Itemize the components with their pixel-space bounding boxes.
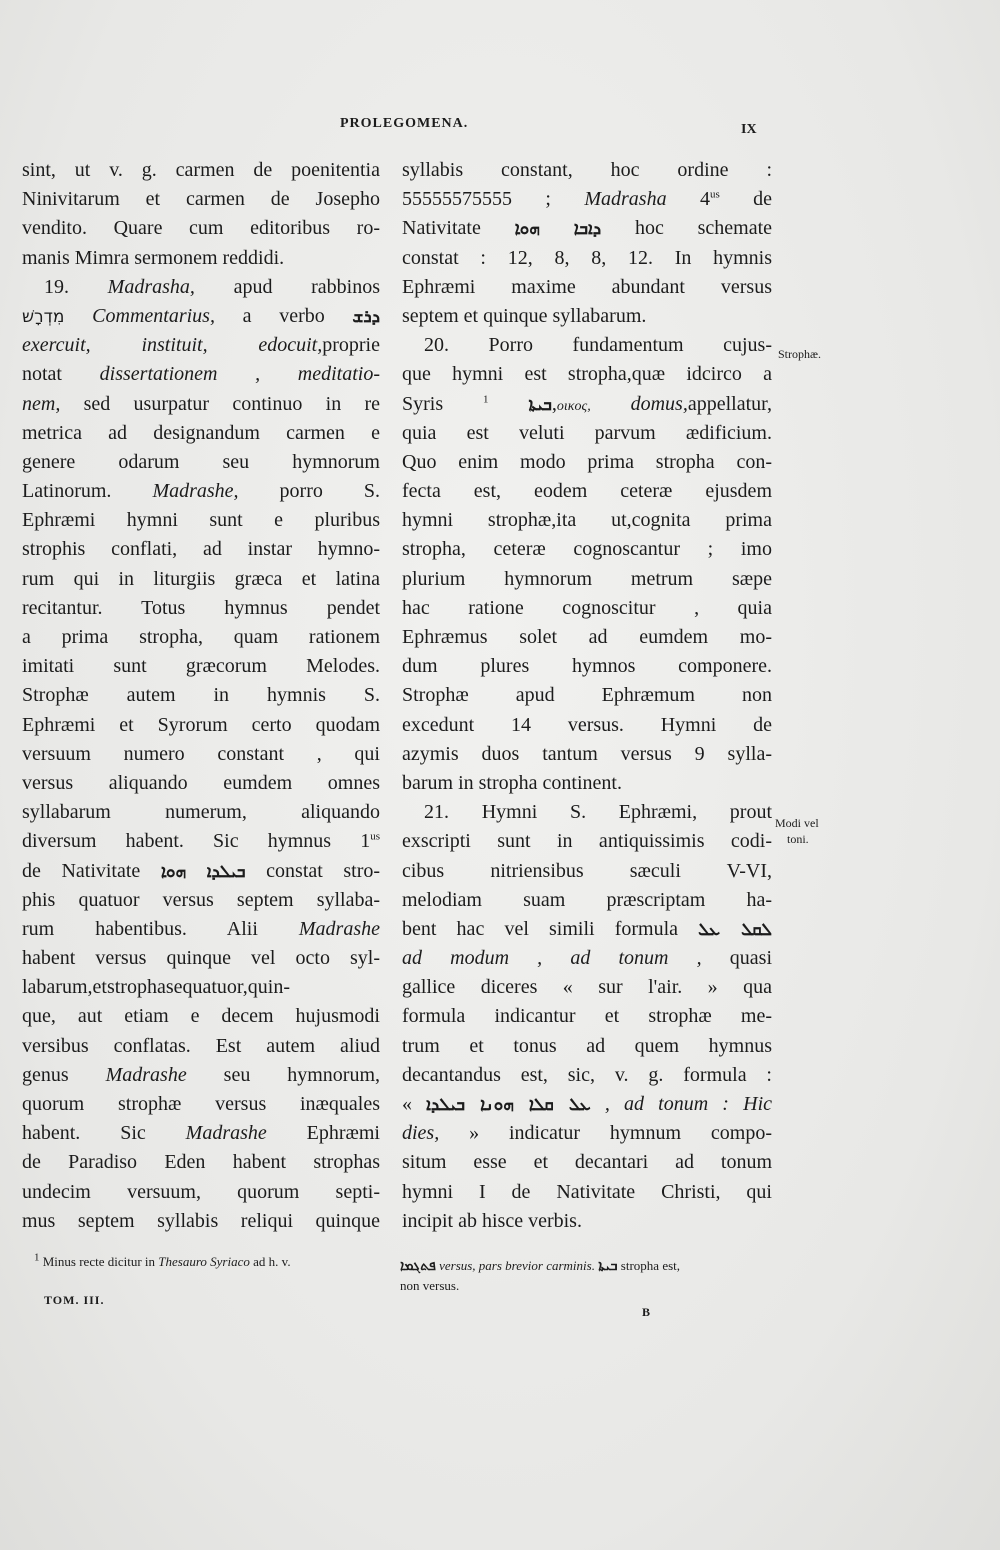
- section-number: 21.: [424, 801, 449, 824]
- text-line: recitantur. Totus hymnus pendet: [22, 596, 380, 619]
- text-line: syllabis constant, hoc ordine :: [402, 159, 772, 181]
- text-line: decantandus est, sic, v. g. formula :: [402, 1063, 772, 1086]
- text-line: hymni I de Nativitate Christi, qui: [402, 1180, 772, 1203]
- section-number: 20.: [424, 334, 449, 357]
- text-line: de Paradiso Eden habent strophas: [22, 1151, 380, 1174]
- text-line: 55555575555 ; Madrasha $4^{us}$ de: [402, 188, 773, 211]
- text-line: Nativitate ܕܐܒܐ ܗܘܐ hoc schemate: [402, 217, 773, 240]
- greek-word: οικος,: [556, 398, 591, 414]
- syriac-word: ܒܝܬܐ: [598, 1258, 618, 1274]
- text-line: quia est veluti parvum ædificium.: [402, 421, 772, 444]
- syriac-word: ܕܪܫ: [352, 306, 381, 327]
- running-title: PROLEGOMENA.: [340, 116, 469, 131]
- text-line: que, aut etiam e decem hujusmodi: [22, 1005, 380, 1028]
- text-line: septem et quinque syllabarum.: [402, 304, 647, 327]
- text-line: metrica ad designandum carmen e: [22, 421, 380, 444]
- text-line: plurium hymnorum metrum sæpe: [402, 567, 772, 590]
- text-line: labarum,etstrophasequatuor,quin-: [22, 976, 291, 999]
- text-line: fecta est, eodem ceteræ ejusdem: [402, 480, 772, 503]
- text-line: que hymni est stropha,quæ idcirco a: [402, 363, 772, 386]
- text-line: manis Mimra sermonem reddidi.: [22, 246, 285, 269]
- text-line: strophis conflati, ad instar hymno-: [22, 538, 380, 561]
- text-line: Ephræmus solet ad eumdem mo-: [402, 626, 772, 648]
- text-line: sint, ut v. g. carmen de poenitentia: [22, 159, 380, 181]
- section-21-start: 21. Hymni S. Ephræmi, prout: [424, 801, 773, 824]
- text-line: stropha, ceteræ cognoscantur ; imo: [402, 538, 772, 561]
- text-line: excedunt 14 versus. Hymni de: [402, 713, 772, 736]
- text-line: genus Madrashe seu hymnorum,: [22, 1063, 381, 1086]
- syriac-word: ܗܘܐ: [514, 219, 540, 240]
- text-line: phis quatuor versus septem syllaba-: [22, 888, 380, 911]
- text-line: rum habentibus. Alii Madrashe: [22, 917, 380, 940]
- text-line: versus aliquando eumdem omnes: [22, 771, 380, 794]
- text-line: Latinorum. Madrashe, porro S.: [22, 480, 380, 503]
- text-line: dies, » indicatur hymnum compo-: [402, 1122, 772, 1145]
- signature-mark: B: [642, 1305, 651, 1319]
- text-line: Strophæ apud Ephræmum non: [402, 684, 772, 707]
- text-line: bent hac vel simili formula ܠܩܠ ܥܠ: [402, 917, 773, 940]
- syriac-word: ܠܩܠ ܥܠ: [698, 919, 773, 940]
- text-line: Strophæ autem in hymnis S.: [22, 684, 380, 707]
- text-line: habent. Sic Madrashe Ephræmi: [22, 1122, 380, 1145]
- syriac-word: ܕܐܒܐ: [573, 219, 602, 240]
- text-line: Ephræmi hymni sunt e pluribus: [22, 509, 380, 532]
- text-line: Quo enim modo prima stropha con-: [402, 450, 772, 473]
- footnote-left: $^1$ Minus recte dicitur in Thesauro Syriaco ad h. v.: [34, 1251, 291, 1269]
- syriac-word: ܥܠ ܩܠܐ ܗܘܢܐ ܒܝܠܕܐ: [426, 1095, 591, 1115]
- right-column: [402, 156, 772, 1236]
- text-line: constat : 12, 8, 8, 12. In hymnis: [402, 246, 772, 269]
- text-line: mus septem syllabis reliqui quinque: [22, 1209, 380, 1232]
- text-line: « ܥܠ ܩܠܐ ܗܘܢܐ ܒܝܠܕܐ , ad tonum : Hic: [402, 1093, 772, 1115]
- text-line: Ephræmi et Syrorum certo quodam: [22, 713, 380, 736]
- text-line: habent versus quinque vel octo syl-: [22, 947, 380, 970]
- text-line: rum qui in liturgiis græca et latina: [22, 567, 380, 590]
- text-line: מִדְרָשׁ Commentarius, a verbo ܕܪܫ: [22, 304, 381, 327]
- text-line: vendito. Quare cum editoribus ro-: [22, 217, 380, 240]
- text-line: melodiam suam præscriptam ha-: [402, 888, 772, 911]
- text-line: syllabarum numerum, aliquando: [22, 801, 380, 824]
- text-line: quorum strophæ versus inæquales: [22, 1093, 380, 1115]
- volume-mark: TOM. III.: [44, 1293, 105, 1307]
- text-line: cibus nitriensibus sæculi V-VI,: [402, 859, 772, 882]
- text-line: de Nativitate ܒܝܠܕܐ ܗܘܐ constat stro-: [22, 859, 381, 882]
- text-line: barum in stropha continent.: [402, 771, 622, 794]
- syriac-word: ܗܘܐ: [160, 861, 187, 882]
- page-header: [0, 116, 1000, 140]
- text-line: situm esse et decantari ad tonum: [402, 1151, 772, 1174]
- section-number: 19.: [44, 275, 69, 298]
- text-line: diversum habent. Sic hymnus $1^{us}$: [22, 830, 380, 853]
- text-line: notat dissertationem , meditatio-: [22, 363, 380, 386]
- text-line: azymis duos tantum versus 9 sylla-: [402, 742, 772, 765]
- page-number: IX: [741, 122, 757, 137]
- text-line: dum plures hymnos componere.: [402, 655, 772, 678]
- text-line: Ephræmi maxime abundant versus: [402, 275, 772, 298]
- text-line: hymni strophæ,ita ut,cognita prima: [402, 509, 772, 532]
- margin-note-strophae: Strophæ.: [778, 347, 822, 361]
- text-line: exercuit, instituit, edocuit,proprie: [22, 334, 380, 357]
- section-19-start: 19. Madrasha, apud rabbinos: [44, 275, 380, 298]
- text-line: imitati sunt græcorum Melodes.: [22, 655, 380, 678]
- text-line: incipit ab hisce verbis.: [402, 1209, 582, 1232]
- text-line: exscripti sunt in antiquissimis codi-: [402, 830, 772, 853]
- footnote-right: ܦܬܓܡܐ versus, pars brevior carminis. ܒܝܬܐ stropha est, non versus.: [400, 1258, 681, 1293]
- text-line: genere odarum seu hymnorum: [22, 450, 380, 473]
- text-line: a prima stropha, quam rationem: [22, 626, 380, 648]
- text-line: versuum numero constant , qui: [22, 742, 380, 765]
- text-line: ad modum , ad tonum , quasi: [402, 947, 773, 970]
- hebrew-word: מִדְרָשׁ: [22, 306, 65, 327]
- text-line: hac ratione cognoscitur , quia: [402, 596, 772, 619]
- section-20-start: 20. Porro fundamentum cujus-: [424, 334, 772, 357]
- text-line: trum et tonus ad quem hymnus: [402, 1034, 772, 1057]
- syriac-word: ܒܝܠܕܐ: [206, 861, 246, 882]
- syriac-word: ܒܝܬܐ: [528, 394, 552, 415]
- margin-note-modi: Modi vel toni.: [775, 816, 819, 846]
- text-line: versibus conflatas. Est autem aliud: [22, 1034, 380, 1057]
- text-line: nem, sed usurpatur continuo in re: [22, 392, 381, 415]
- text-line: undecim versuum, quorum septi-: [22, 1180, 380, 1203]
- syriac-word: ܦܬܓܡܐ: [400, 1258, 436, 1274]
- footnote-ref: 1: [483, 392, 489, 405]
- text-line: formula indicantur et strophæ me-: [402, 1005, 772, 1028]
- text-line: gallice diceres « sur l'air. » qua: [402, 976, 772, 999]
- text-line: Syris ܒܝܬܐ $^1$ ,οικος, domus,appellatur,: [402, 392, 773, 415]
- text-line: Ninivitarum et carmen de Josepho: [22, 188, 380, 211]
- left-column: [22, 156, 380, 1236]
